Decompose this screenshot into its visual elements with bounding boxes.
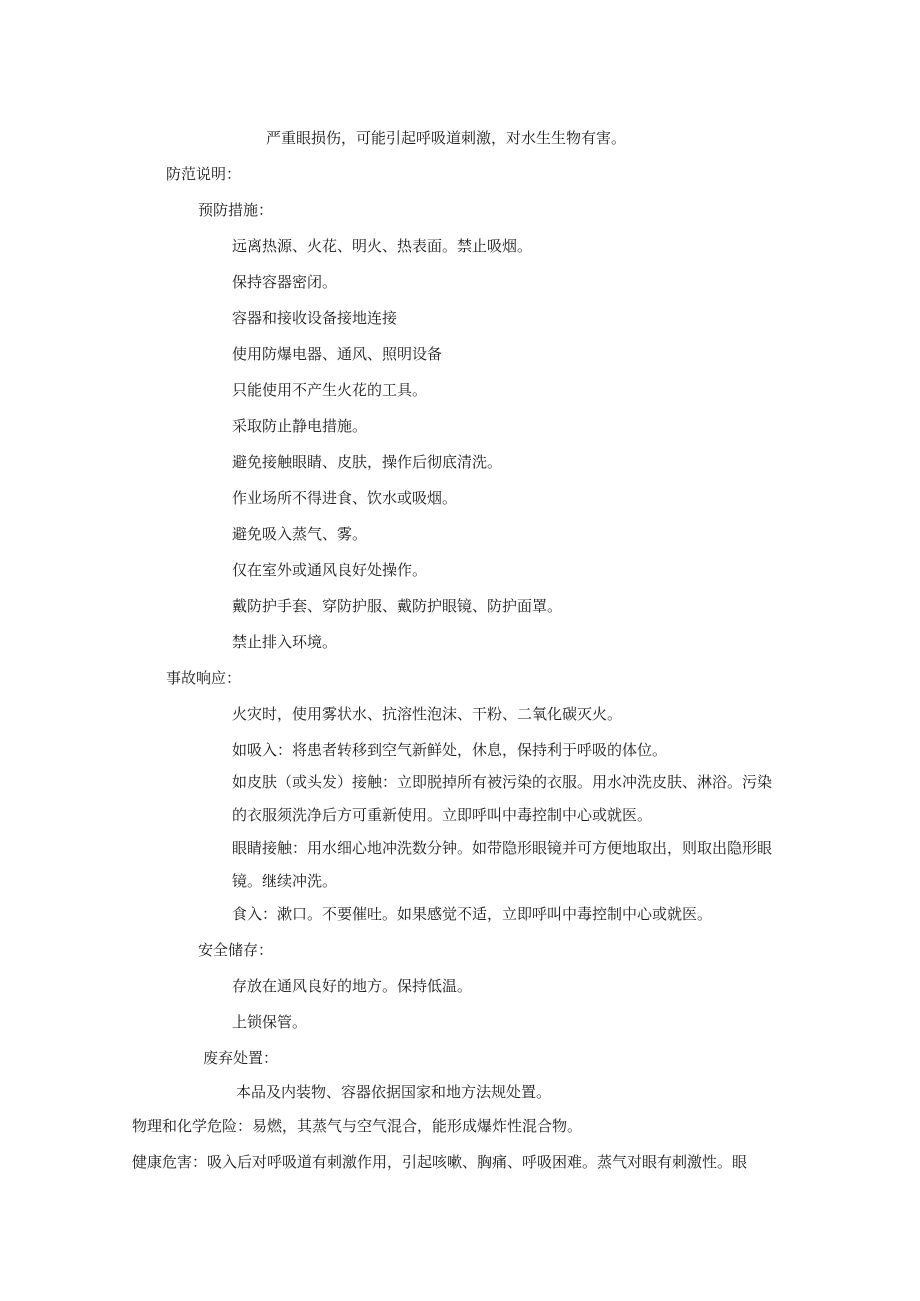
storage-heading: 安全储存：	[198, 941, 274, 959]
intro-line: 严重眼损伤，可能引起呼吸道刺激，对水生生物有害。	[266, 129, 627, 147]
response-heading: 事故响应：	[166, 669, 242, 687]
prevention-item: 保持容器密闭。	[232, 273, 338, 291]
response-item: 眼睛接触：用水细心地冲洗数分钟。如带隐形眼镜并可方便地取出，则取出隐形眼镜。继续冲洗。	[232, 839, 773, 890]
prevention-item: 戴防护手套、穿防护服、戴防护眼镜、防护面罩。	[232, 597, 563, 615]
disposal-heading: 废弃处置：	[203, 1049, 279, 1067]
physical-chemical-hazard: 物理和化学危险：易燃，其蒸气与空气混合，能形成爆炸性混合物。	[132, 1117, 583, 1135]
prevention-item: 只能使用不产生火花的工具。	[232, 381, 428, 399]
prevention-item: 作业场所不得进食、饮水或吸烟。	[232, 489, 458, 507]
prevention-item: 采取防止静电措施。	[232, 417, 368, 435]
prevention-item: 容器和接收设备接地连接	[232, 309, 398, 327]
prevention-heading: 预防措施：	[198, 201, 274, 219]
response-item: 如皮肤（或头发）接触：立即脱掉所有被污染的衣服。用水冲洗皮肤、淋浴。污染的衣服须洗净后方可重新使用。立即呼叫中毒控制中心或就医。	[232, 773, 773, 824]
precaution-heading: 防范说明：	[166, 165, 242, 183]
prevention-item: 避免接触眼睛、皮肤，操作后彻底清洗。	[232, 453, 503, 471]
disposal-item: 本品及内装物、容器依据国家和地方法规处置。	[236, 1083, 552, 1101]
response-item: 食入：漱口。不要催吐。如果感觉不适，立即呼叫中毒控制中心或就医。	[232, 905, 713, 923]
storage-item: 上锁保管。	[232, 1013, 308, 1031]
health-hazard: 健康危害：吸入后对呼吸道有刺激作用，引起咳嗽、胸痛、呼吸困难。蒸气对眼有刺激性。眼	[132, 1153, 748, 1171]
prevention-item: 仅在室外或通风良好处操作。	[232, 561, 428, 579]
prevention-item: 禁止排入环境。	[232, 633, 338, 651]
prevention-item: 避免吸入蒸气、雾。	[232, 525, 368, 543]
prevention-item: 远离热源、火花、明火、热表面。禁止吸烟。	[232, 237, 533, 255]
response-item: 如吸入：将患者转移到空气新鲜处，休息，保持利于呼吸的体位。	[232, 741, 668, 759]
storage-item: 存放在通风良好的地方。保持低温。	[232, 977, 473, 995]
response-item: 火灾时，使用雾状水、抗溶性泡沫、干粉、二氧化碳灭火。	[232, 705, 623, 723]
prevention-item: 使用防爆电器、通风、照明设备	[232, 345, 443, 363]
